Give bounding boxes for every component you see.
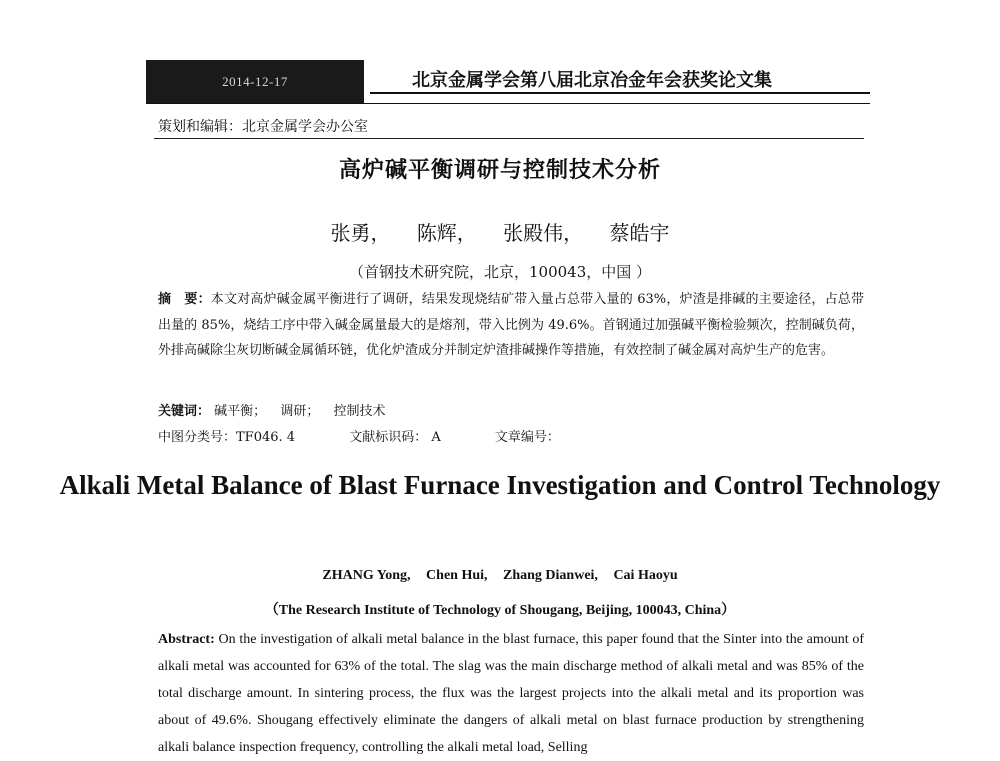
classification-line	[158, 426, 560, 445]
abstract-text: On the investigation of alkali metal balance in the blast furnace, this paper found that the Sinter into the amount of alkali metal was accounted for 63% of the total. The slag was the main discharge method of alkali metal and was 85% of the total discharge amount. In sintering process, the flux was the largest projects into the alkali metal and its proportion was about of 49.6%. Shougang effectively eliminate the dangers of alkali metal on blast furnace production by strengthening alkali balance inspection frequency, controlling the alkali metal load, Selling	[158, 632, 864, 755]
document-code	[349, 426, 441, 445]
chinese-authors	[0, 217, 1000, 246]
author-name: Cai Haoyu	[613, 568, 678, 583]
keyword: 碱平衡；	[214, 404, 267, 419]
class-number	[158, 426, 295, 445]
author-name: 张殿伟，	[503, 221, 584, 245]
doc-label: 文献标识码：	[349, 430, 428, 445]
english-abstract	[158, 626, 864, 761]
doc-value: A	[431, 430, 441, 445]
chinese-affiliation: （首钢技术研究院，北京，100043，中国 ）	[348, 263, 652, 281]
chinese-title: 高炉碱平衡调研与控制技术分析	[338, 158, 661, 183]
editor-line: 策划和编辑：北京金属学会办公室	[158, 119, 368, 135]
author-name: 蔡皓宇	[609, 221, 670, 245]
date-text: 2014-12-17	[222, 73, 288, 89]
author-name: Chen Hui,	[426, 568, 488, 583]
chinese-abstract	[158, 287, 864, 364]
article-number	[495, 426, 560, 445]
english-title: Alkali Metal Balance of Blast Furnace Investigation and Control Technology	[59, 470, 941, 500]
english-affiliation: （The Research Institute of Technology of Shougang, Beijing, 100043, China）	[264, 603, 736, 618]
article-label: 文章编号：	[494, 430, 560, 445]
journal-title: 北京金属学会第八届北京冶金年会获奖论文集	[412, 70, 772, 91]
keyword: 调研；	[280, 404, 320, 419]
class-value: TF046. 4	[236, 430, 296, 445]
abstract-text: 本文对高炉碱金属平衡进行了调研，结果发现烧结矿带入量占总带入量的 63%，炉渣是排碱的主要途径，占总带出量的 85%，烧结工序中带入碱金属量最大的是熔剂，带入比例为 49.6%。首钢通过加强碱平衡检验频次，控制碱负荷，外排高碱除尘灰切断碱金属循环链，优化炉渣成分并制定炉渣排碱操作等措施，有效控制了碱金属对高炉生产的危害。	[158, 292, 864, 358]
header-divider	[370, 92, 870, 94]
english-authors	[0, 568, 1000, 584]
editor-divider	[154, 138, 864, 139]
author-name: ZHANG Yong,	[322, 568, 411, 583]
keyword: 控制技术	[333, 404, 386, 419]
header-divider-thin	[146, 103, 870, 104]
chinese-keywords	[158, 400, 395, 419]
date-badge	[146, 60, 364, 103]
keywords-label: 关键词：	[158, 404, 211, 419]
abstract-label: 摘 要：	[158, 292, 211, 307]
author-name: Zhang Dianwei,	[503, 568, 598, 583]
abstract-label: Abstract:	[158, 632, 215, 647]
author-name: 陈辉，	[416, 221, 477, 245]
author-name: 张勇，	[330, 221, 391, 245]
class-label: 中图分类号：	[158, 430, 237, 445]
